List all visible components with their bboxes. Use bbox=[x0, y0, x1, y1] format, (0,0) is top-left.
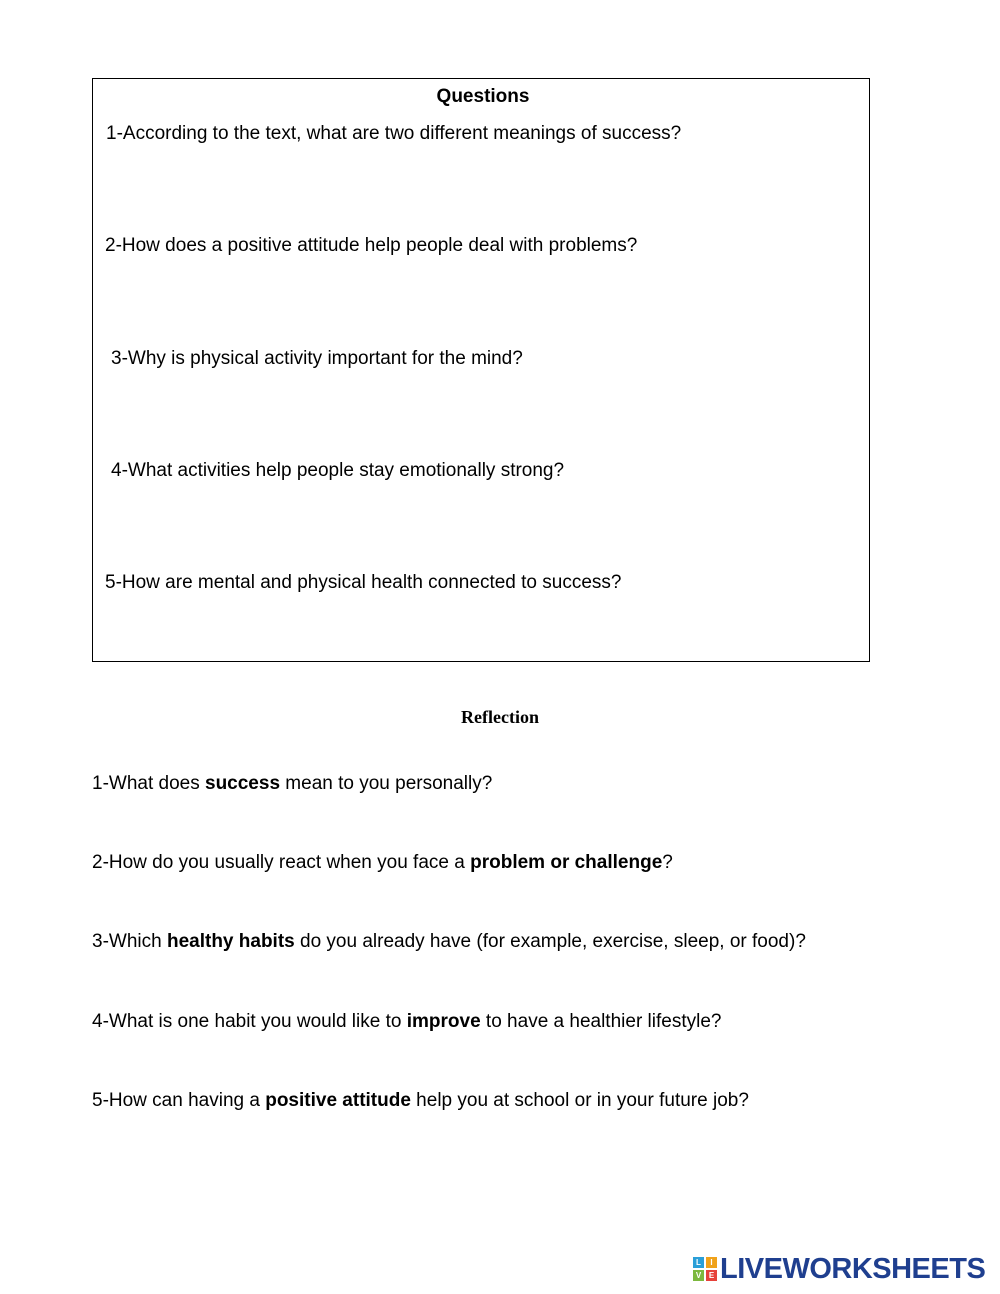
reflection-item-4 bbox=[92, 1011, 721, 1033]
reflection-3-bold: healthy habits bbox=[166, 931, 295, 952]
logo-mark-l: L bbox=[693, 1257, 704, 1268]
reflection-2-pre: 2-How do you usually react when you face a bbox=[92, 852, 471, 873]
question-2: 2-How does a positive attitude help people deal with problems? bbox=[105, 235, 638, 256]
questions-title: Questions bbox=[436, 86, 530, 107]
reflection-5-post: help you at school or in your future job? bbox=[410, 1090, 749, 1111]
logo-text: LIVEWORKSHEETS bbox=[720, 1253, 986, 1285]
question-5: 5-How are mental and physical health connected to success? bbox=[105, 572, 622, 593]
reflection-5-pre: 5-How can having a bbox=[92, 1090, 266, 1111]
reflection-4-pre: 4-What is one habit you would like to bbox=[92, 1011, 407, 1032]
reflection-5-bold: positive attitude bbox=[265, 1090, 411, 1111]
reflection-4-bold: improve bbox=[406, 1011, 481, 1032]
reflection-2-bold: problem or challenge bbox=[470, 852, 663, 873]
reflection-2-post: ? bbox=[662, 852, 673, 873]
reflection-1-pre: 1-What does bbox=[92, 773, 205, 794]
question-1: 1-According to the text, what are two different meanings of success? bbox=[106, 123, 682, 144]
logo-mark-v: V bbox=[693, 1270, 704, 1281]
reflection-item-1 bbox=[92, 773, 492, 795]
reflection-3-pre: 3-Which bbox=[92, 931, 167, 952]
reflection-4-post: to have a healthier lifestyle? bbox=[480, 1011, 722, 1032]
question-4: 4-What activities help people stay emotionally strong? bbox=[111, 460, 565, 481]
reflection-1-post: mean to you personally? bbox=[280, 773, 493, 794]
reflection-title: Reflection bbox=[461, 707, 539, 727]
liveworksheets-logo bbox=[693, 1254, 985, 1284]
logo-mark-e: E bbox=[706, 1270, 717, 1281]
reflection-1-bold: success bbox=[205, 773, 281, 794]
reflection-item-5 bbox=[92, 1090, 749, 1112]
logo-mark-i: I bbox=[706, 1257, 717, 1268]
reflection-item-2 bbox=[92, 852, 673, 874]
reflection-3-post: do you already have (for example, exercise, sleep, or food)? bbox=[294, 931, 806, 952]
question-3: 3-Why is physical activity important for the mind? bbox=[111, 348, 523, 369]
reflection-item-3 bbox=[92, 931, 806, 953]
liveworksheets-logo-icon bbox=[693, 1257, 717, 1281]
